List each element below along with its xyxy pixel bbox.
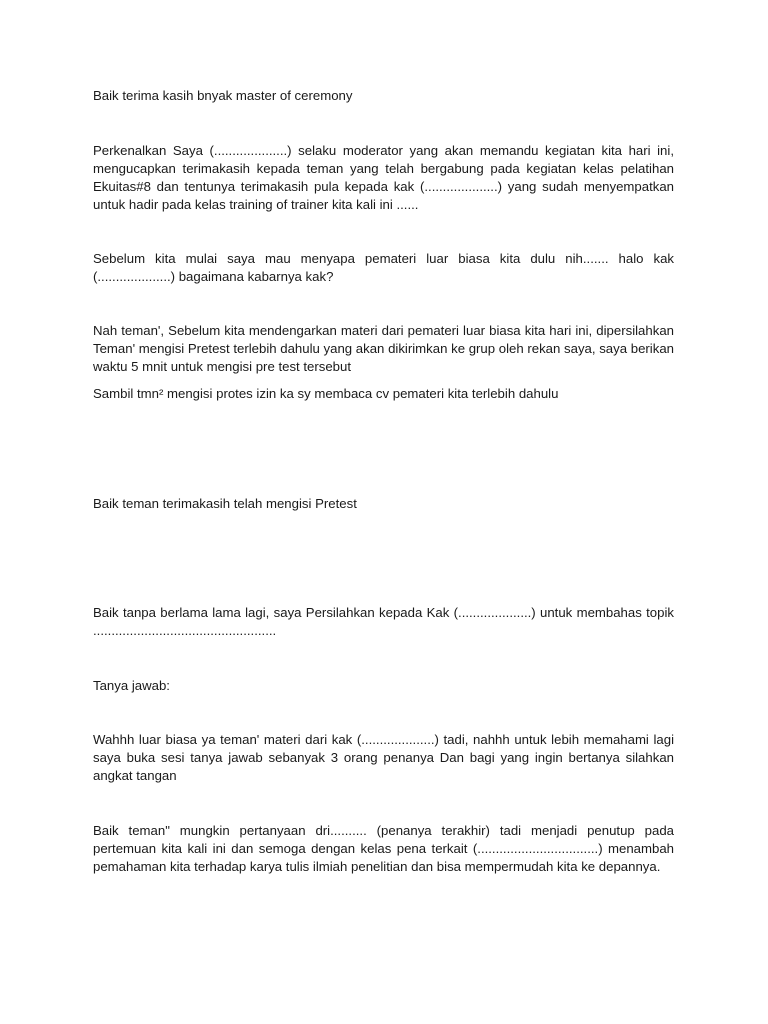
paragraph-closing: Baik teman" mungkin pertanyaan dri.......... (penanya terakhir) tadi menjadi penutup pada pertemuan kita kali ini dan semoga dengan kelas pena terkait (.................................) menambah pemahaman kita terhadap karya tulis ilmiah penelitian dan bisa mempermudah kita ke depannya. bbox=[93, 823, 674, 874]
paragraph-thanks-pretest: Baik teman terimakasih telah mengisi Pretest bbox=[93, 496, 357, 511]
paragraph-pretest: Nah teman', Sebelum kita mendengarkan materi dari pemateri luar biasa kita hari ini, dipersilahkan Teman' mengisi Pretest terlebih dahulu yang akan dikirimkan ke grup oleh rekan saya, saya berikan waktu 5 mnit untuk mengisi pre test tersebut bbox=[93, 323, 674, 374]
paragraph-qa-session: Wahhh luar biasa ya teman' materi dari kak (....................) tadi, nahhh untuk lebih memahami lagi saya buka sesi tanya jawab sebanyak 3 orang penanya Dan bagi yang ingin bertanya silahkan angkat tangan bbox=[93, 732, 674, 783]
paragraph-invite-speaker: Baik tanpa berlama lama lagi, saya Persilahkan kepada Kak (....................) untuk membahas topik .................................................. bbox=[93, 605, 674, 638]
paragraph-opening: Baik terima kasih bnyak master of ceremony bbox=[93, 88, 353, 103]
paragraph-greeting: Sebelum kita mulai saya mau menyapa pemateri luar biasa kita dulu nih....... halo kak (....................) bagaimana kabarnya kak? bbox=[93, 251, 674, 284]
paragraph-qa-heading: Tanya jawab: bbox=[93, 678, 170, 693]
paragraph-read-cv: Sambil tmn² mengisi protes izin ka sy membaca cv pemateri kita terlebih dahulu bbox=[93, 386, 559, 401]
paragraph-introduction: Perkenalkan Saya (....................) selaku moderator yang akan memandu kegiatan kita hari ini, mengucapkan terimakasih kepada teman yang telah bergabung pada kegiatan kelas pelatihan Ekuitas#8 dan tentunya terimakasih pula kepada kak (....................) yang sudah menyempatkan untuk hadir pada kelas training of trainer kita kali ini ...... bbox=[93, 143, 674, 212]
